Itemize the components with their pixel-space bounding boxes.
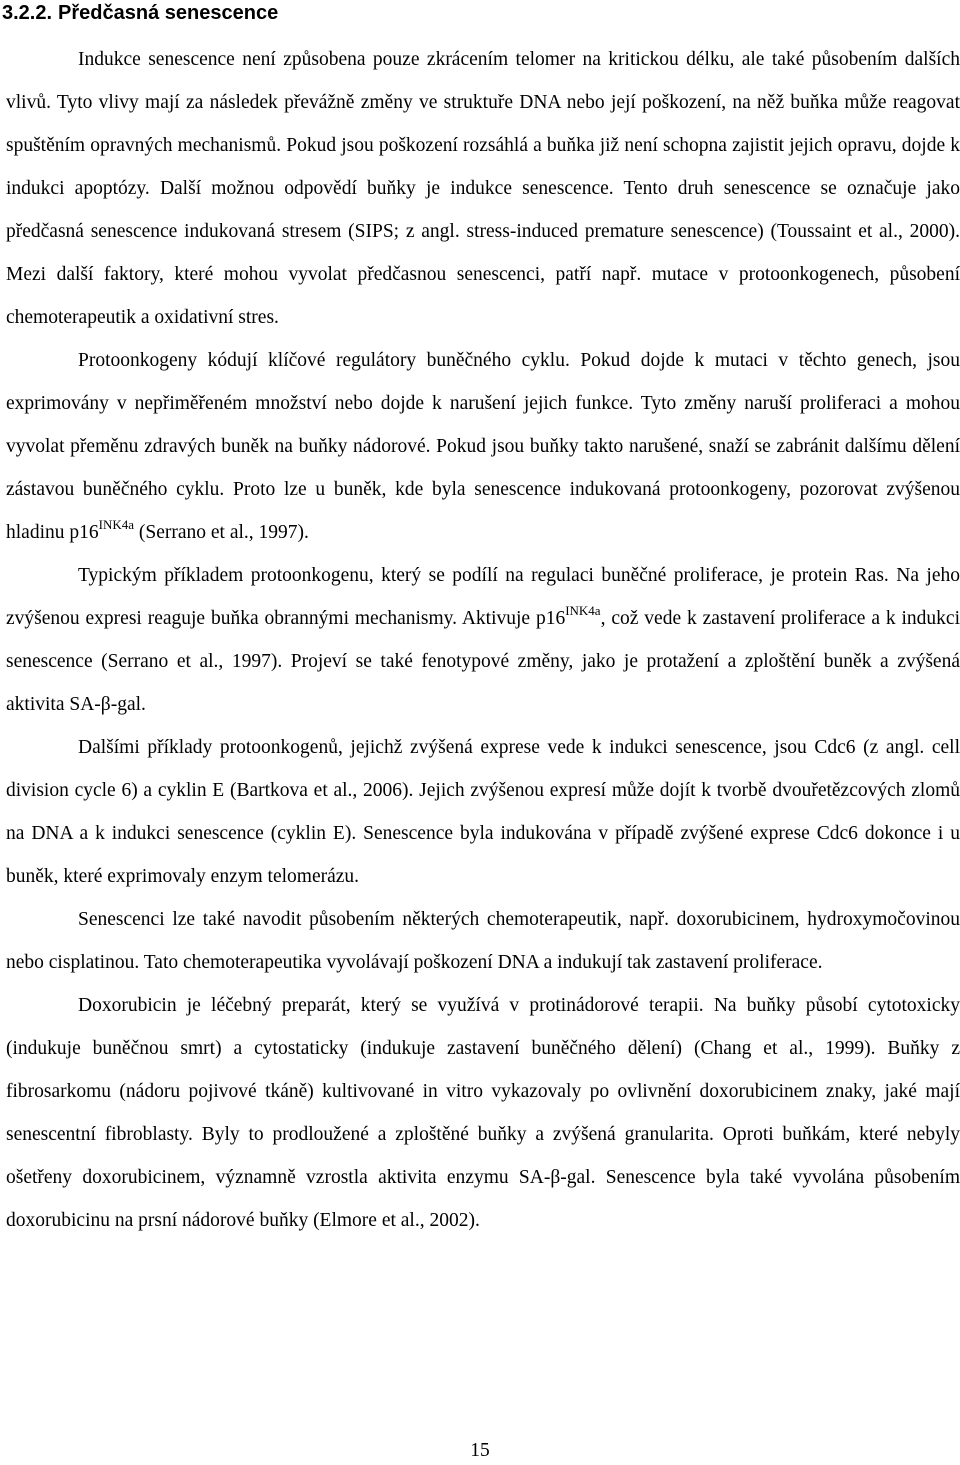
superscript-ink4a: INK4a: [565, 603, 601, 618]
paragraph-chemotherapeutics: Senescenci lze také navodit působením některých chemoterapeutik, např. doxorubicinem, hydroxymočovinou nebo cisplatinou. Tato chemoterapeutika vyvolávají poškození DNA a indukují tak zastavení proliferace.: [6, 909, 960, 973]
section-number: 3.2.2.: [2, 2, 53, 24]
paragraph-cdc6-cyclin-e: Dalšími příklady protoonkogenů, jejichž zvýšená exprese vede k indukci senescence, jsou Cdc6 (z angl. cell division cycle 6) a cyklin E (Bartkova et al., 2006). Jejich zvýšenou expresí může dojít k tvorbě dvouřetězcových zlomů na DNA a k indukci senescence (cyklin E). Senescence byla indukována v případě zvýšené exprese Cdc6 dokonce i u buněk, které exprimovaly enzym telomerázu.: [6, 737, 960, 887]
page-number: 15: [470, 1440, 490, 1461]
paragraph-ras-continuation: , což vede k zastavení proliferace a k indukci senescence (Serrano et al., 1997). Projeví se také fenotypové změny, jako je protažení a zploštění buněk a zvýšená aktivita SA-β-gal.: [6, 608, 960, 715]
paragraph-protooncogenes-citation: (Serrano et al., 1997).: [134, 522, 309, 543]
paragraph-doxorubicin: Doxorubicin je léčebný preparát, který se využívá v protinádorové terapii. Na buňky působí cytotoxicky (indukuje buněčnou smrt) a cytostaticky (indukuje zastavení buněčného dělení) (Chang et al., 1999). Buňky z fibrosarkomu (nádoru pojivové tkáně) kultivované in vitro vykazovaly po ovlivnění doxorubicinem znaky, jaké mají senescentní fibroblasty. Byly to prodloužené a zploštěné buňky a zvýšená granularita. Oproti buňkám, které nebyly ošetřeny doxorubicinem, významně vzrostla aktivita enzymu SA-β-gal. Senescence byla také vyvolána působením doxorubicinu na prsní nádorové buňky (Elmore et al., 2002).: [6, 995, 960, 1231]
section-title: Předčasná senescence: [58, 2, 279, 24]
paragraph-induction: Indukce senescence není způsobena pouze zkrácením telomer na kritickou délku, ale také působením dalších vlivů. Tyto vlivy mají za následek převážně změny ve struktuře DNA nebo její poškození, na něž buňka může reagovat spuštěním opravných mechanismů. Pokud jsou poškození rozsáhlá a buňka již není schopna zajistit jejich opravu, dojde k indukci apoptózy. Další možnou odpovědí buňky je indukce senescence. Tento druh senescence se označuje jako předčasná senescence indukovaná stresem (SIPS; z angl. stress-induced premature senescence) (Toussaint et al., 2000). Mezi další faktory, které mohou vyvolat předčasnou senescenci, patří např. mutace v protoonkogenech, působení chemoterapeutik a oxidativní stres.: [6, 49, 960, 328]
paragraph-protooncogenes: [6, 339, 960, 554]
section-heading: [2, 0, 278, 26]
paragraph-ras-protein: [6, 554, 960, 726]
paragraph-ras-text: Typickým příkladem protoonkogenu, který se podílí na regulaci buněčné proliferace, je protein Ras. Na jeho zvýšenou expresi reaguje buňka obrannými mechanismy. Aktivuje p16: [6, 565, 960, 629]
paragraph-protooncogenes-text: Protoonkogeny kódují klíčové regulátory buněčného cyklu. Pokud dojde k mutaci v těchto genech, jsou exprimovány v nepřiměřeném množství nebo dojde k narušení jejich funkce. Tyto změny naruší proliferaci a mohou vyvolat přeměnu zdravých buněk na buňky nádorové. Pokud jsou buňky takto narušené, snaží se zabránit dalšímu dělení zástavou buněčného cyklu. Proto lze u buněk, kde byla senescence indukovaná protoonkogeny, pozorovat zvýšenou hladinu p16: [6, 350, 960, 543]
body-text: [6, 38, 960, 1242]
superscript-ink4a: INK4a: [98, 517, 135, 532]
